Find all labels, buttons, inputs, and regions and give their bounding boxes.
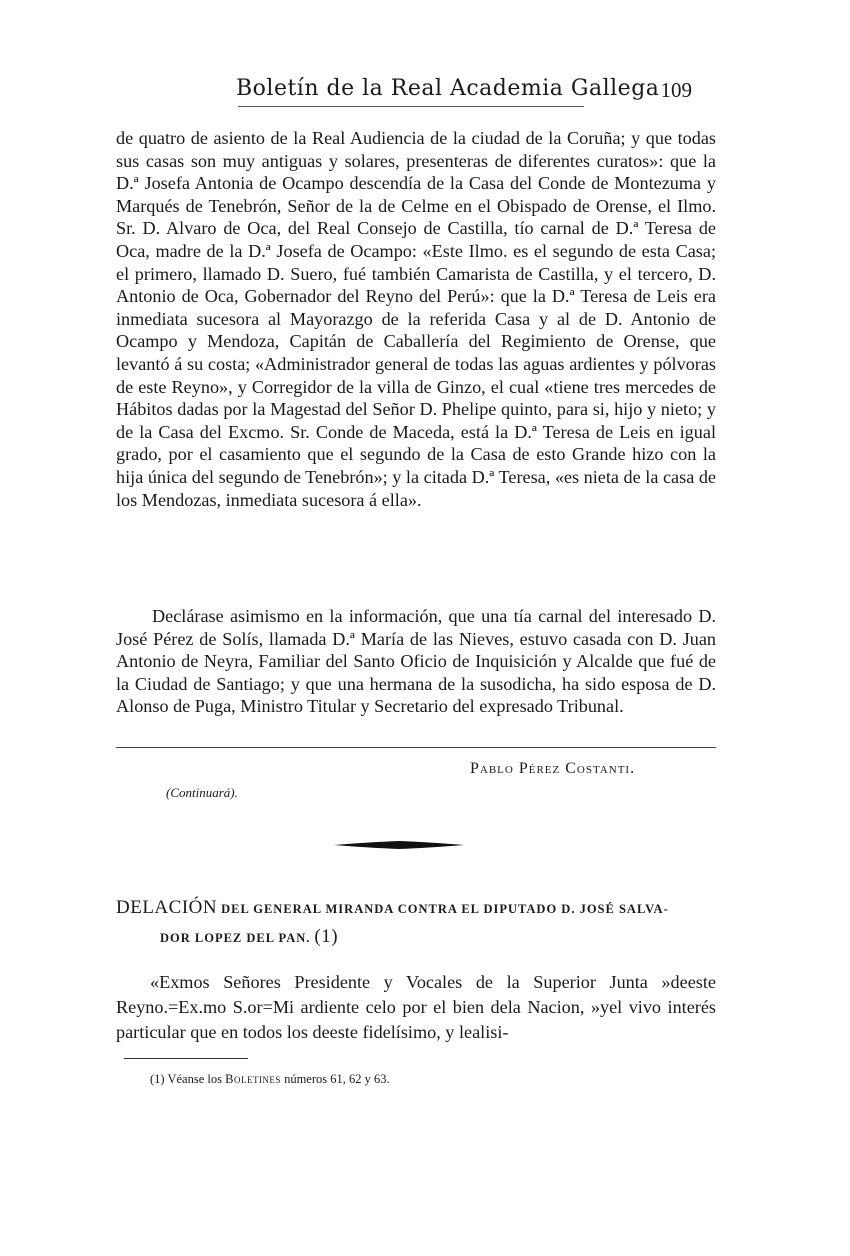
page-header bbox=[236, 76, 692, 116]
article-paragraph-1: de quatro de asiento de la Real Audiencia de la ciudad de la Coruña; y que todas sus casas son muy antiguas y solares, presenteras de diferentes curatos»: que la D.ª Josefa Antonia de Ocampo descendía de la Casa del Conde de Montezuma y Marqués de Tenebrón, Señor de la de Celme en el Obispado de Orense, el Ilmo. Sr. D. Alvaro de Oca, del Real Consejo de Castilla, tío carnal de D.ª Teresa de Oca, madre de la D.ª Josefa de Ocampo: «Este Ilmo. es el segundo de esta Casa; el primero, llamado D. Suero, fué también Camarista de Castilla, y el tercero, D. Antonio de Oca, Gobernador del Reyno del Perú»: que la D.ª Teresa de Leis era inmediata sucesora al Mayorazgo de la referida Casa y al de D. Antonio de Ocampo y Mendoza, Capitán de Caballería del Regimiento de Orense, que levantó á su costa; «Administrador general de todas las aguas ardientes y pólvoras de este Reyno», y Corregidor de la villa de Ginzo, el cual «tiene tres mercedes de Hábitos dadas por la Magestad del Señor D. Phelipe quinto, para si, hijo y nieto; y de la Casa del Excmo. Sr. Conde de Maceda, está la D.ª Teresa de Leis en igual grado, por el casamiento que el segundo de la Casa de esto Grande hizo con la hija única del segundo de Tenebrón»; y la citada D.ª Teresa, «es nieta de la casa de los Mendozas, inmediata sucesora á ella». bbox=[116, 128, 716, 510]
section-title bbox=[116, 894, 720, 952]
footnote-rule bbox=[124, 1058, 248, 1059]
quoted-letter: «Exmos Señores Presidente y Vocales de la Superior Junta »deeste Reyno.=Ex.mo S.or=Mi ardiente celo por el bien dela Nacion, »yel vivo interés particular que en todos los deeste fidelísimo, y lealisi- bbox=[116, 972, 716, 1042]
footnote-smallcaps: Boletines bbox=[225, 1072, 281, 1086]
running-head: Boletín de la Real Academia Gallega bbox=[236, 76, 660, 101]
page-number: 109 bbox=[660, 78, 692, 102]
section-title-line2-wrap bbox=[116, 923, 720, 952]
footnote-text-before: Véanse los bbox=[167, 1072, 222, 1086]
author-signature: Pablo Pérez Costanti. bbox=[470, 760, 636, 777]
footnote-text-after: números 61, 62 y 63. bbox=[284, 1072, 390, 1086]
continuation-note: (Continuará). bbox=[166, 785, 238, 800]
article-paragraph-2: Declárase asimismo en la información, que una tía carnal del interesado D. José Pérez de Solís, llamada D.ª María de las Nieves, estuvo casada con D. Juan Antonio de Neyra, Familiar del Santo Oficio de Inquisición y Alcalde que fué de la Ciudad de Santiago; y que una hermana de la susodicha, ha sido esposa de D. Alonso de Puga, Ministro Titular y Secretario del expresado Tribunal. bbox=[116, 606, 716, 717]
section-title-rest: DEL GENERAL MIRANDA CONTRA EL DIPUTADO D. JOSÉ SALVA- bbox=[221, 902, 669, 916]
header-rule bbox=[238, 106, 584, 107]
footnote-reference: (1) bbox=[314, 926, 339, 947]
footnote bbox=[150, 1072, 390, 1087]
section-title-lead: DELACIÓN bbox=[116, 897, 218, 918]
section-title-line2: DOR LOPEZ DEL PAN. bbox=[160, 931, 311, 945]
end-rule bbox=[116, 747, 716, 748]
section-divider-ornament bbox=[332, 838, 466, 852]
footnote-marker: (1) bbox=[150, 1072, 165, 1086]
